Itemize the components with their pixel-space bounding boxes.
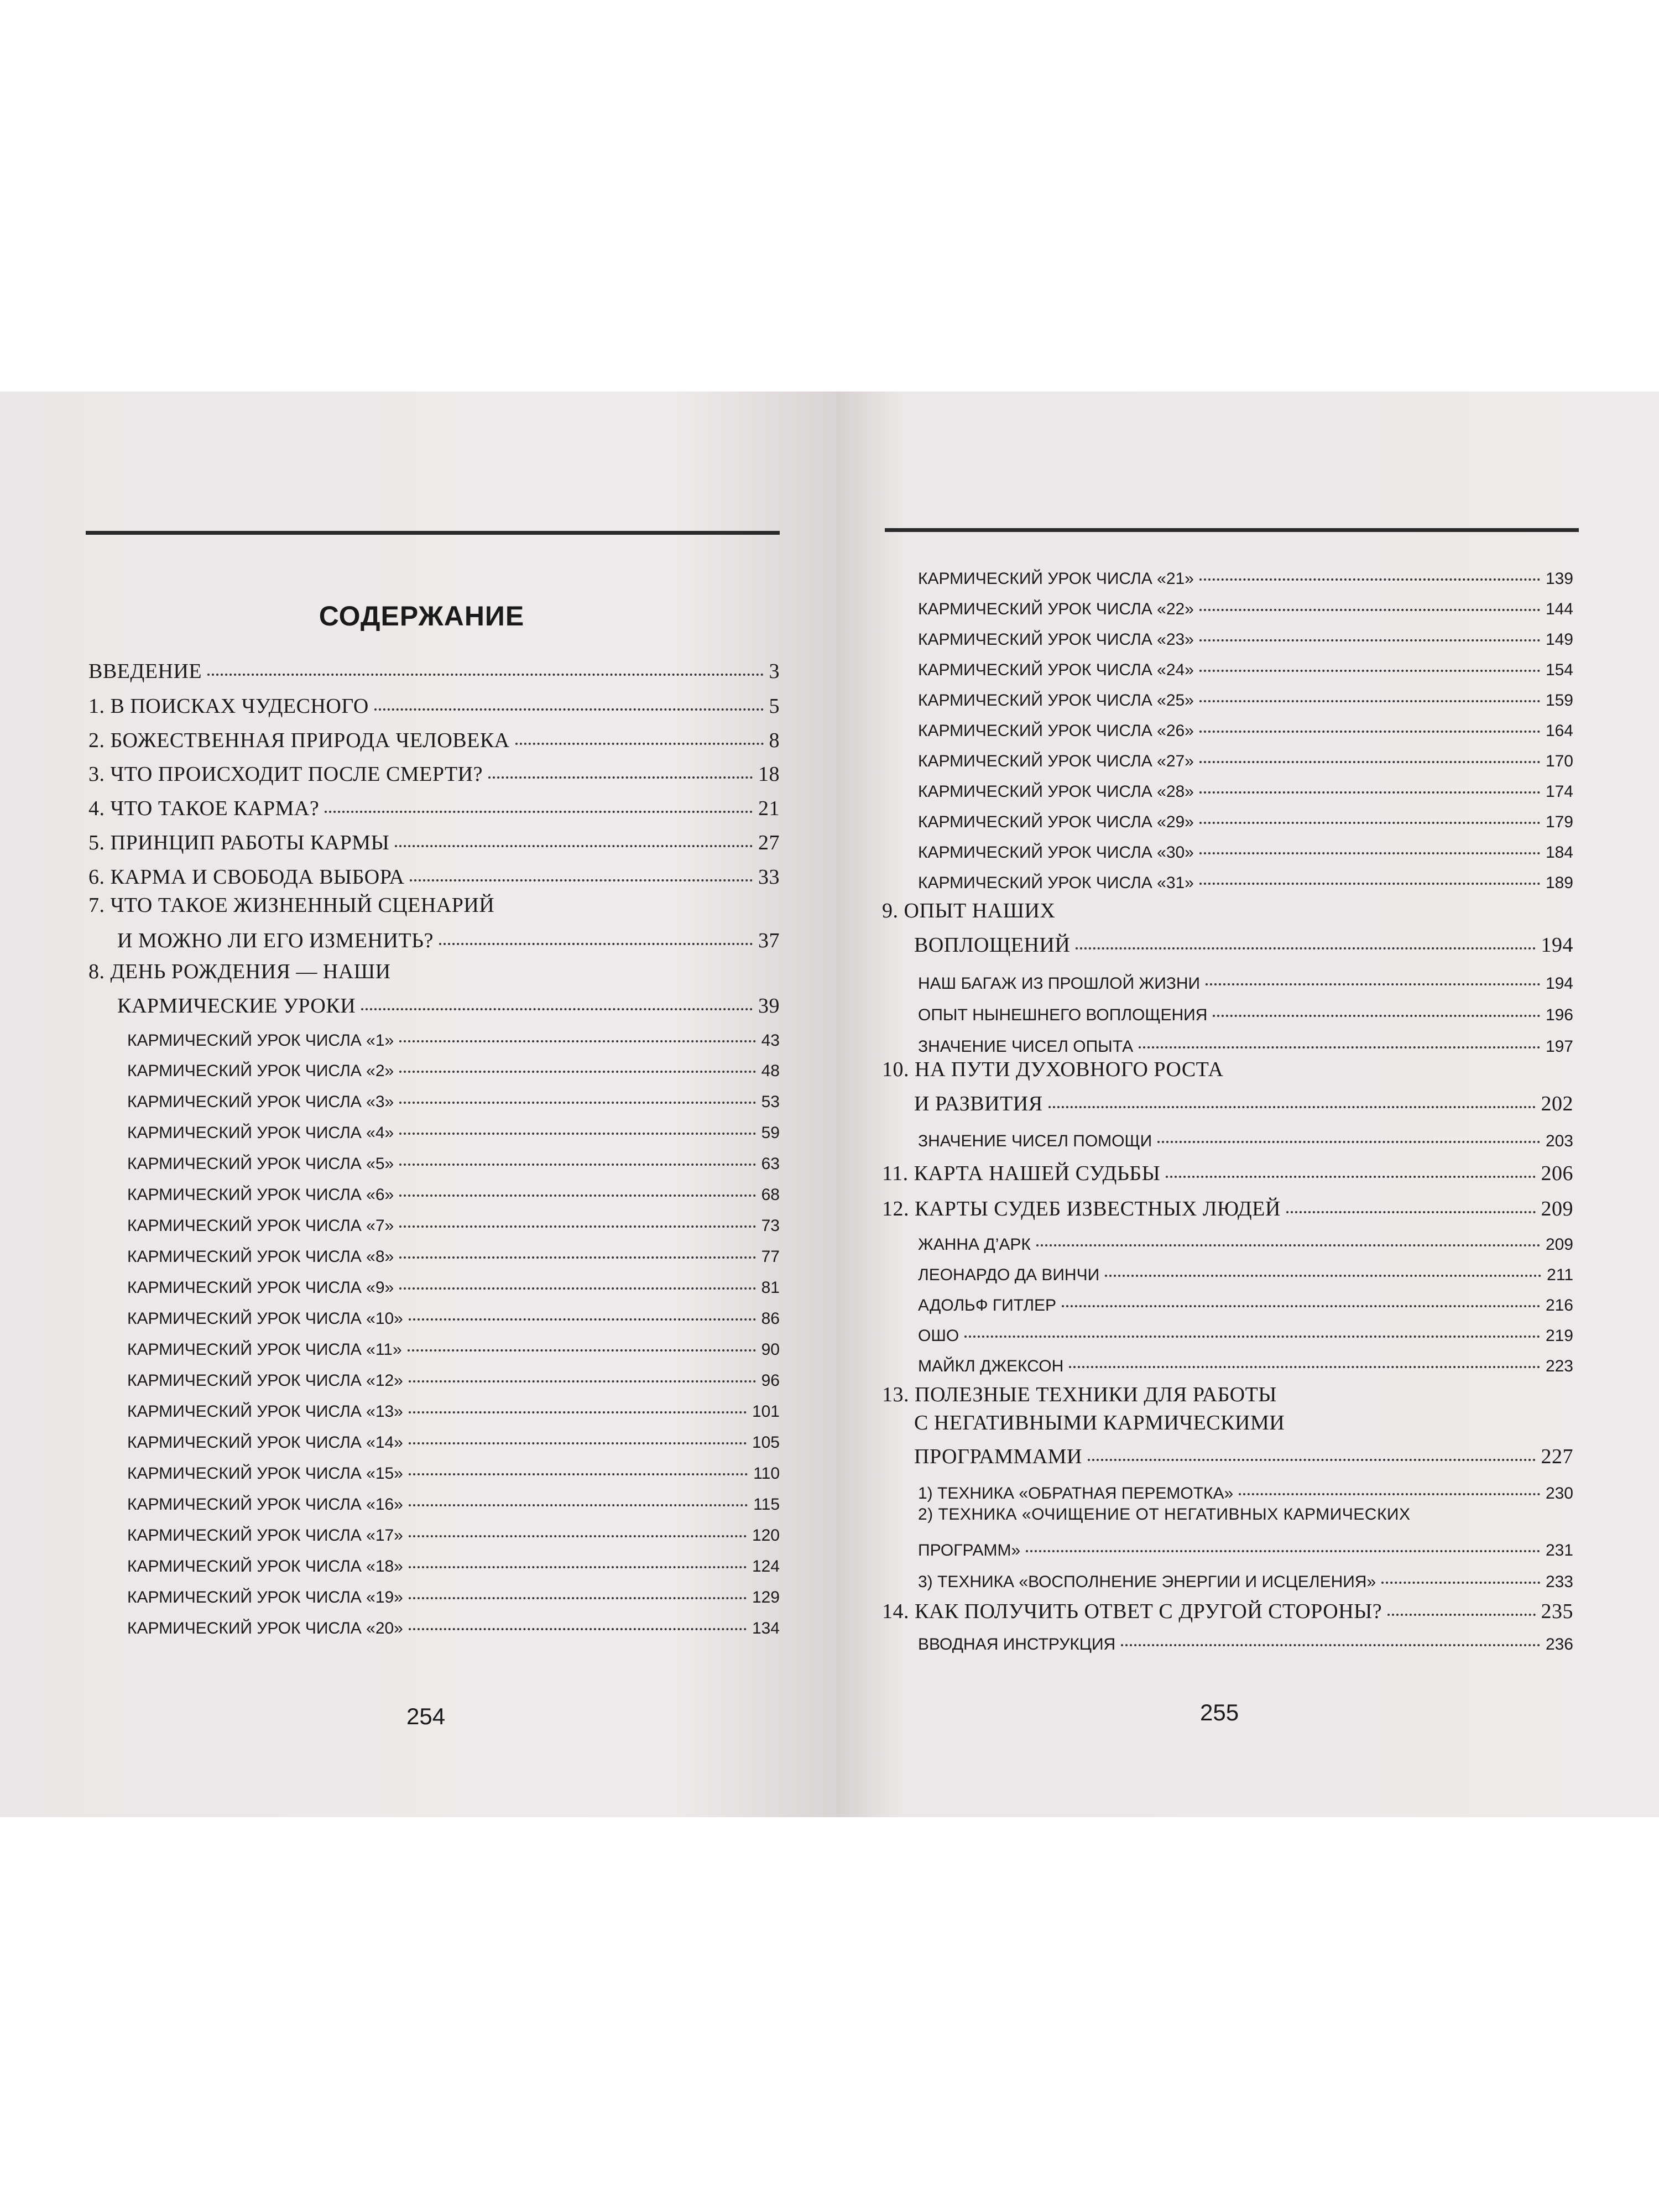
dot-leader [1069,1366,1540,1368]
toc-entry-first-line: 7. ЧТО ТАКОЕ ЖИЗНЕННЫЙ СЦЕНАРИЙ [88,894,495,917]
dot-leader [1213,1015,1540,1017]
toc-entry-title: 4. ЧТО ТАКОЕ КАРМА? [88,797,320,820]
toc-entry-title: КАРМИЧЕСКИЙ УРОК ЧИСЛА «12» [127,1371,403,1390]
dot-leader [395,845,753,847]
toc-entry-title: КАРМИЧЕСКИЙ УРОК ЧИСЛА «23» [918,630,1194,649]
dot-leader [1286,1211,1536,1213]
toc-page-number: 184 [1545,843,1573,862]
toc-entry-title: И РАЗВИТИЯ [914,1092,1043,1115]
dot-leader [964,1335,1540,1338]
toc-page-number: 27 [758,831,780,854]
toc-entry [127,1204,780,1235]
toc-page-number: 209 [1545,1235,1573,1254]
dot-leader [1239,1493,1540,1495]
dot-leader [399,1102,755,1104]
toc-page-number: 5 [769,695,780,718]
toc-page-number: 216 [1545,1296,1573,1314]
toc-entry-title: КАРМИЧЕСКИЙ УРОК ЧИСЛА «22» [918,600,1194,618]
toc-entry-title: КАРМИЧЕСКИЙ УРОК ЧИСЛА «6» [127,1186,394,1204]
dot-leader [1076,947,1535,950]
toc-entry [918,831,1573,862]
toc-entry [918,1529,1573,1560]
toc-entry [127,1235,780,1266]
toc-entry-title: АДОЛЬФ ГИТЛЕР [918,1296,1057,1314]
toc-page-number: 236 [1545,1635,1573,1653]
dot-leader [1088,1459,1536,1461]
toc-page-number: 8 [769,729,780,752]
toc-entry-title: И МОЖНО ЛИ ЕГО ИЗМЕНИТЬ? [117,929,434,952]
toc-entry [127,1297,780,1328]
toc-page-number: 105 [752,1433,780,1452]
dot-leader [409,1535,747,1537]
dot-leader [1026,1550,1540,1552]
dot-leader [1199,822,1540,824]
toc-page-number: 144 [1545,600,1573,618]
dot-leader [1199,609,1540,611]
toc-entry-title: КАРМИЧЕСКИЙ УРОК ЧИСЛА «13» [127,1402,403,1421]
toc-entry [127,1328,780,1359]
toc-entry-title: КАРМИЧЕСКИЙ УРОК ЧИСЛА «8» [127,1248,394,1266]
toc-entry [918,1254,1573,1285]
toc-page-number: 63 [761,1155,780,1173]
toc-entry [88,858,780,889]
toc-entry-title: КАРМИЧЕСКИЙ УРОК ЧИСЛА «2» [127,1062,394,1080]
toc-entry-title: ВВЕДЕНИЕ [88,660,202,683]
toc-page-number: 202 [1541,1092,1573,1115]
toc-entry-title: КАРМИЧЕСКИЙ УРОК ЧИСЛА «27» [918,752,1194,770]
toc-entry [918,962,1573,993]
toc-entry-title: 1. В ПОИСКАХ ЧУДЕСНОГО [88,695,369,718]
toc-page-number: 194 [1545,974,1573,993]
dot-leader [1157,1141,1540,1143]
toc-entry [88,653,780,684]
toc-entry-title: 12. КАРТЫ СУДЕБ ИЗВЕСТНЫХ ЛЮДЕЙ [882,1197,1281,1220]
toc-page-number: 134 [752,1619,780,1637]
toc-entry [918,679,1573,710]
dot-leader [1199,670,1540,672]
toc-entry [882,1155,1573,1186]
dot-leader [361,1008,753,1010]
toc-entry [127,1142,780,1173]
toc-entry-title: КАРМИЧЕСКИЙ УРОК ЧИСЛА «5» [127,1155,394,1173]
toc-page-number: 206 [1541,1162,1573,1185]
toc-entry [918,1223,1573,1254]
toc-entry [117,922,780,953]
dot-leader [1199,578,1540,581]
toc-entry-title: ЗНАЧЕНИЕ ЧИСЕЛ ОПЫТА [918,1037,1134,1056]
toc-entry [918,770,1573,801]
toc-page-number: 81 [761,1279,780,1297]
toc-entry-first-line: 10. НА ПУТИ ДУХОВНОГО РОСТА [882,1058,1224,1081]
toc-page-number: 96 [761,1371,780,1390]
dot-leader [1166,1176,1535,1178]
dot-leader [1036,1244,1540,1246]
toc-entry [882,1190,1573,1221]
dot-leader [1105,1275,1541,1277]
dot-leader [410,879,753,881]
toc-entry-title: КАРМИЧЕСКИЙ УРОК ЧИСЛА «3» [127,1093,394,1111]
dot-leader [1199,700,1540,702]
toc-entry-title: ВОПЛОЩЕНИЙ [914,933,1071,957]
toc-page-number: 159 [1545,691,1573,709]
dot-leader [1381,1582,1540,1584]
toc-entry [127,1452,780,1483]
toc-page-number: 120 [752,1526,780,1545]
dot-leader [409,1442,747,1444]
toc-page-number: 211 [1547,1266,1573,1284]
toc-entry [918,1345,1573,1376]
toc-page-number: 53 [761,1093,780,1111]
toc-page-number: 48 [761,1062,780,1080]
toc-entry-title: 2. БОЖЕСТВЕННАЯ ПРИРОДА ЧЕЛОВЕКА [88,729,510,752]
toc-entry-title: 3. ЧТО ПРОИСХОДИТ ПОСЛЕ СМЕРТИ? [88,763,483,786]
toc-entry [127,1576,780,1607]
toc-entry [127,1607,780,1638]
toc-page-number: 129 [752,1588,780,1606]
toc-entry-title: КАРМИЧЕСКИЙ УРОК ЧИСЛА «26» [918,722,1194,740]
toc-entry [127,1266,780,1297]
toc-entry [918,801,1573,832]
toc-entry [918,618,1573,649]
toc-page-number: 203 [1545,1132,1573,1150]
toc-entry [918,1284,1573,1315]
toc-page-number: 21 [758,797,780,820]
toc-entry-first-line: 9. ОПЫТ НАШИХ [882,899,1056,922]
toc-entry-title: 11. КАРТА НАШЕЙ СУДЬБЫ [882,1162,1161,1185]
dot-leader [409,1380,756,1383]
toc-entry [914,926,1573,957]
dot-leader [1199,731,1540,733]
toc-entry-title: 1) ТЕХНИКА «ОБРАТНАЯ ПЕРЕМОТКА» [918,1484,1234,1503]
toc-page-number: 68 [761,1186,780,1204]
dot-leader [1121,1644,1540,1646]
dot-leader [488,776,753,779]
toc-page-number: 90 [761,1340,780,1359]
toc-entry [127,1050,780,1081]
toc-entry [918,709,1573,740]
toc-entry-title: КАРМИЧЕСКИЙ УРОК ЧИСЛА «17» [127,1526,403,1545]
toc-entry-second-line: С НЕГАТИВНЫМИ КАРМИЧЕСКИМИ [914,1411,1285,1434]
toc-page-number: 219 [1545,1327,1573,1345]
toc-entry-title: КАРМИЧЕСКИЙ УРОК ЧИСЛА «18» [127,1557,403,1575]
toc-entry-title: КАРМИЧЕСКИЙ УРОК ЧИСЛА «24» [918,661,1194,679]
dot-leader [399,1071,755,1073]
dot-leader [399,1040,755,1042]
toc-entry [914,1438,1573,1469]
toc-entry [127,1421,780,1452]
toc-page-number: 189 [1545,874,1573,892]
toc-page-number: 197 [1545,1037,1573,1056]
dot-leader [1199,761,1540,763]
toc-entry [127,1081,780,1112]
toc-entry [127,1019,780,1050]
toc-entry-title: КАРМИЧЕСКИЙ УРОК ЧИСЛА «4» [127,1124,394,1142]
toc-entry-title: НАШ БАГАЖ ИЗ ПРОШЛОЙ ЖИЗНИ [918,974,1201,993]
toc-page-number: 227 [1541,1445,1573,1468]
toc-page-number: 101 [752,1402,780,1421]
page-number-right: 255 [1200,1699,1239,1725]
toc-entry-title: ОШО [918,1327,959,1345]
toc-page-number: 209 [1541,1197,1573,1220]
toc-entry-title: КАРМИЧЕСКИЙ УРОК ЧИСЛА «15» [127,1464,403,1483]
toc-entry [918,862,1573,893]
toc-page-number: 164 [1545,722,1573,740]
toc-entry [882,1593,1573,1624]
toc-entry [127,1483,780,1514]
dot-leader [515,743,764,745]
toc-entry-first-line: 13. ПОЛЕЗНЫЕ ТЕХНИКИ ДЛЯ РАБОТЫ [882,1383,1277,1406]
dot-leader [1206,983,1540,985]
dot-leader [374,708,764,711]
toc-entry-title: КАРМИЧЕСКИЙ УРОК ЧИСЛА «21» [918,570,1194,588]
dot-leader [409,1566,747,1568]
dot-leader [1199,639,1540,641]
toc-entry [918,994,1573,1025]
dot-leader [399,1287,755,1290]
toc-entry-title: ВВОДНАЯ ИНСТРУКЦИЯ [918,1635,1116,1653]
dot-leader [1387,1614,1535,1616]
dot-leader [409,1473,748,1475]
toc-entry-first-line: 2) ТЕХНИКА «ОЧИЩЕНИЕ ОТ НЕГАТИВНЫХ КАРМИЧЕСКИХ [918,1505,1411,1524]
toc-entry-title: ОПЫТ НЫНЕШНЕГО ВОПЛОЩЕНИЯ [918,1006,1208,1024]
toc-entry [127,1173,780,1204]
toc-page-number: 149 [1545,630,1573,649]
toc-page-number: 18 [758,763,780,786]
toc-entry-title: КАРМИЧЕСКИЙ УРОК ЧИСЛА «16» [127,1495,403,1514]
toc-entry [918,557,1573,588]
toc-entry [117,987,780,1018]
dot-leader [1199,852,1540,854]
page-title: СОДЕРЖАНИЕ [319,601,525,632]
toc-entry [127,1112,780,1142]
dot-leader [399,1133,755,1135]
toc-entry [918,588,1573,619]
toc-page-number: 154 [1545,661,1573,679]
toc-page-number: 174 [1545,782,1573,801]
toc-entry-title: 3) ТЕХНИКА «ВОСПОЛНЕНИЕ ЭНЕРГИИ И ИСЦЕЛЕНИЯ» [918,1573,1376,1591]
toc-page-number: 59 [761,1124,780,1142]
dot-leader [1062,1305,1540,1307]
dot-leader [439,943,753,945]
toc-entry-title: ПРОГРАММАМИ [914,1445,1082,1468]
toc-page-number: 37 [758,929,780,952]
toc-entry-title: КАРМИЧЕСКИЙ УРОК ЧИСЛА «20» [127,1619,403,1637]
toc-page-number: 73 [761,1217,780,1235]
toc-page-number: 77 [761,1248,780,1266]
dot-leader [399,1256,755,1259]
toc-entry [127,1545,780,1576]
toc-entry-title: КАРМИЧЕСКИЙ УРОК ЧИСЛА «19» [127,1588,403,1606]
header-rule-left [86,531,780,535]
dot-leader [1139,1046,1540,1048]
toc-entry [127,1359,780,1390]
toc-page-number: 39 [758,994,780,1018]
dot-leader [409,1318,756,1321]
toc-entry [127,1390,780,1421]
toc-page-number: 194 [1541,933,1573,957]
dot-leader [409,1411,747,1413]
toc-page-number: 223 [1545,1357,1573,1375]
toc-entry-title: КАРМИЧЕСКИЙ УРОК ЧИСЛА «11» [127,1340,402,1359]
toc-entry-title: КАРМИЧЕСКИЙ УРОК ЧИСЛА «1» [127,1031,394,1050]
toc-entry-title: КАРМИЧЕСКИЙ УРОК ЧИСЛА «25» [918,691,1194,709]
toc-entry-title: КАРМИЧЕСКИЙ УРОК ЧИСЛА «9» [127,1279,394,1297]
toc-entry [914,1085,1573,1116]
toc-page-number: 179 [1545,813,1573,831]
toc-page-number: 139 [1545,570,1573,588]
header-rule-right [885,528,1579,532]
toc-page-number: 231 [1545,1541,1573,1559]
dot-leader [207,674,763,676]
toc-entry-title: ПРОГРАММ» [918,1541,1021,1559]
toc-entry-title: КАРМИЧЕСКИЙ УРОК ЧИСЛА «7» [127,1217,394,1235]
toc-entry-title: КАРМИЧЕСКИЕ УРОКИ [117,994,356,1018]
toc-entry-title: КАРМИЧЕСКИЙ УРОК ЧИСЛА «31» [918,874,1194,892]
dot-leader [399,1194,755,1197]
toc-entry-title: 14. КАК ПОЛУЧИТЬ ОТВЕТ С ДРУГОЙ СТОРОНЫ? [882,1600,1383,1623]
toc-entry [88,790,780,821]
dot-leader [1048,1106,1536,1108]
toc-entry-first-line: 8. ДЕНЬ РОЖДЕНИЯ — НАШИ [88,960,391,983]
toc-entry [88,722,780,753]
toc-entry [918,740,1573,771]
toc-entry [88,824,780,855]
toc-entry [918,1472,1573,1503]
toc-page-number: 124 [752,1557,780,1575]
toc-entry-title: ЗНАЧЕНИЕ ЧИСЕЛ ПОМОЩИ [918,1132,1152,1150]
toc-page-number: 86 [761,1310,780,1328]
toc-entry [918,1120,1573,1151]
toc-entry [918,1314,1573,1345]
toc-page-number: 196 [1545,1006,1573,1024]
toc-page-number: 43 [761,1031,780,1050]
toc-entry [88,687,780,718]
toc-entry-title: КАРМИЧЕСКИЙ УРОК ЧИСЛА «10» [127,1310,403,1328]
dot-leader [409,1504,748,1506]
toc-entry-title: МАЙКЛ ДЖЕКСОН [918,1357,1064,1375]
toc-page-number: 233 [1545,1573,1573,1591]
toc-entry-title: КАРМИЧЕСКИЙ УРОК ЧИСЛА «29» [918,813,1194,831]
toc-entry [918,1623,1573,1654]
toc-entry [918,649,1573,680]
dot-leader [325,811,753,813]
toc-entry [918,1561,1573,1592]
dot-leader [1199,791,1540,794]
toc-page-number: 3 [769,660,780,683]
toc-entry-title: КАРМИЧЕСКИЙ УРОК ЧИСЛА «30» [918,843,1194,862]
toc-page-number: 115 [753,1495,780,1514]
page-number-left: 254 [406,1703,446,1729]
dot-leader [1199,883,1540,885]
toc-entry-title: 5. ПРИНЦИП РАБОТЫ КАРМЫ [88,831,390,854]
dot-leader [399,1164,755,1166]
toc-page-number: 110 [753,1464,780,1483]
toc-entry-title: КАРМИЧЕСКИЙ УРОК ЧИСЛА «28» [918,782,1194,801]
toc-page-number: 230 [1545,1484,1573,1503]
dot-leader [409,1597,747,1599]
toc-entry [88,755,780,786]
toc-entry-title: ЖАННА Д’АРК [918,1235,1031,1254]
toc-page-number: 170 [1545,752,1573,770]
toc-entry-title: 6. КАРМА И СВОБОДА ВЫБОРА [88,865,405,889]
toc-entry [918,1025,1573,1056]
toc-entry-title: ЛЕОНАРДО ДА ВИНЧИ [918,1266,1100,1284]
toc-page-number: 235 [1541,1600,1573,1623]
toc-entry [127,1514,780,1545]
dot-leader [399,1225,755,1228]
toc-page-number: 33 [758,865,780,889]
dot-leader [409,1628,747,1630]
dot-leader [408,1349,756,1352]
toc-entry-title: КАРМИЧЕСКИЙ УРОК ЧИСЛА «14» [127,1433,403,1452]
